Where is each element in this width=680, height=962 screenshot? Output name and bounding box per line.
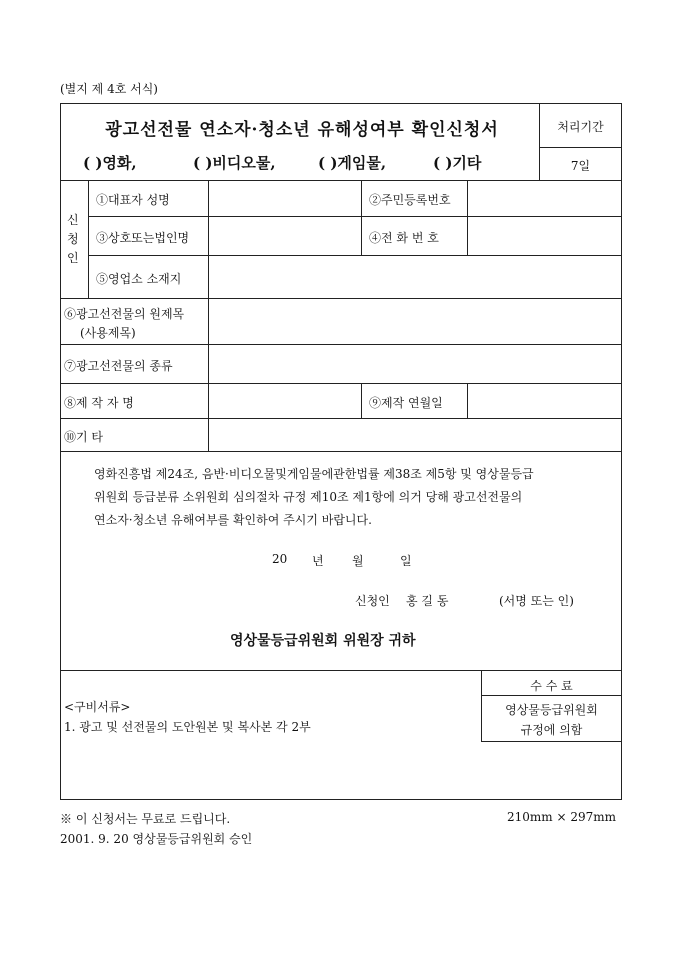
free-note: ※ 이 신청서는 무료로 드립니다. xyxy=(60,812,231,826)
applicant-side-label-1: 신 xyxy=(67,213,79,227)
sign-hint: (서명 또는 인) xyxy=(499,594,574,608)
statement-line-2: 위원회 등급분류 소위원회 심의절차 규정 제10조 제1항에 의거 당해 광고선전물의 xyxy=(94,490,523,504)
producer-label: ⑧제 작 자 명 xyxy=(64,396,134,410)
approval-note: 2001. 9. 20 영상물등급위원회 승인 xyxy=(60,832,253,846)
etc-field[interactable] xyxy=(210,420,619,450)
original-title-sub: (사용제목) xyxy=(80,326,136,340)
date-day-unit: 일 xyxy=(400,554,412,568)
company-label: ③상호또는법인명 xyxy=(96,231,190,245)
date-year: 20 xyxy=(272,552,288,566)
category-video[interactable]: ( )비디오물, xyxy=(193,154,276,172)
production-date-field[interactable] xyxy=(469,385,619,416)
statement-line-1: 영화진흥법 제24조, 음반·비디오물및게임물에관한법률 제38조 제5항 및 영상물등급 xyxy=(94,467,534,481)
fee-line-2: 규정에 의함 xyxy=(520,723,583,737)
category-etc[interactable]: ( )기타 xyxy=(433,154,482,172)
applicant-side-label-2: 청 xyxy=(67,232,79,246)
address-label: ⑤영업소 소재지 xyxy=(96,272,182,286)
etc-label: ⑩기 타 xyxy=(64,430,103,444)
applicant-side-label-3: 인 xyxy=(67,251,79,265)
ad-type-field[interactable] xyxy=(210,346,619,381)
required-docs-item-1: 1. 광고 및 선전물의 도안원본 및 복사본 각 2부 xyxy=(64,720,311,734)
form-number: (별지 제 4호 서식) xyxy=(60,82,158,96)
ad-type-label: ⑦광고선전물의 종류 xyxy=(64,359,173,373)
statement-line-3: 연소자·청소년 유해여부를 확인하여 주시기 바랍니다. xyxy=(94,513,372,527)
rrn-label: ②주민등록번호 xyxy=(369,193,451,207)
paper-size: 210mm × 297mm xyxy=(507,810,617,824)
company-field[interactable] xyxy=(210,218,359,253)
processing-period-label: 처리기간 xyxy=(557,120,604,134)
rep-name-field[interactable] xyxy=(210,182,359,214)
category-game[interactable]: ( )게임물, xyxy=(318,154,387,172)
signer-name: 홍 길 동 xyxy=(406,594,449,608)
rep-name-label: ①대표자 성명 xyxy=(96,193,170,207)
addressee: 영상물등급위원회 위원장 귀하 xyxy=(230,633,416,649)
phone-field[interactable] xyxy=(469,218,619,253)
production-date-label: ⑨제작 연월일 xyxy=(369,396,443,410)
original-title-label: ⑥광고선전물의 원제목 xyxy=(64,307,185,321)
fee-label: 수 수 료 xyxy=(530,679,573,693)
rrn-field[interactable] xyxy=(469,182,619,214)
processing-period-value: 7일 xyxy=(570,159,591,173)
signer-label: 신청인 xyxy=(355,594,390,608)
date-year-unit: 년 xyxy=(312,554,324,568)
date-month-unit: 월 xyxy=(352,554,364,568)
form-title: 광고선전물 연소자·청소년 유해성여부 확인신청서 xyxy=(105,120,499,140)
producer-field[interactable] xyxy=(210,385,359,416)
address-field[interactable] xyxy=(210,257,619,296)
original-title-field[interactable] xyxy=(210,300,619,342)
fee-line-1: 영상물등급위원회 xyxy=(505,703,598,717)
category-film[interactable]: ( )영화, xyxy=(83,154,137,172)
required-docs-title: <구비서류> xyxy=(64,700,131,714)
phone-label: ④전 화 번 호 xyxy=(369,231,439,245)
